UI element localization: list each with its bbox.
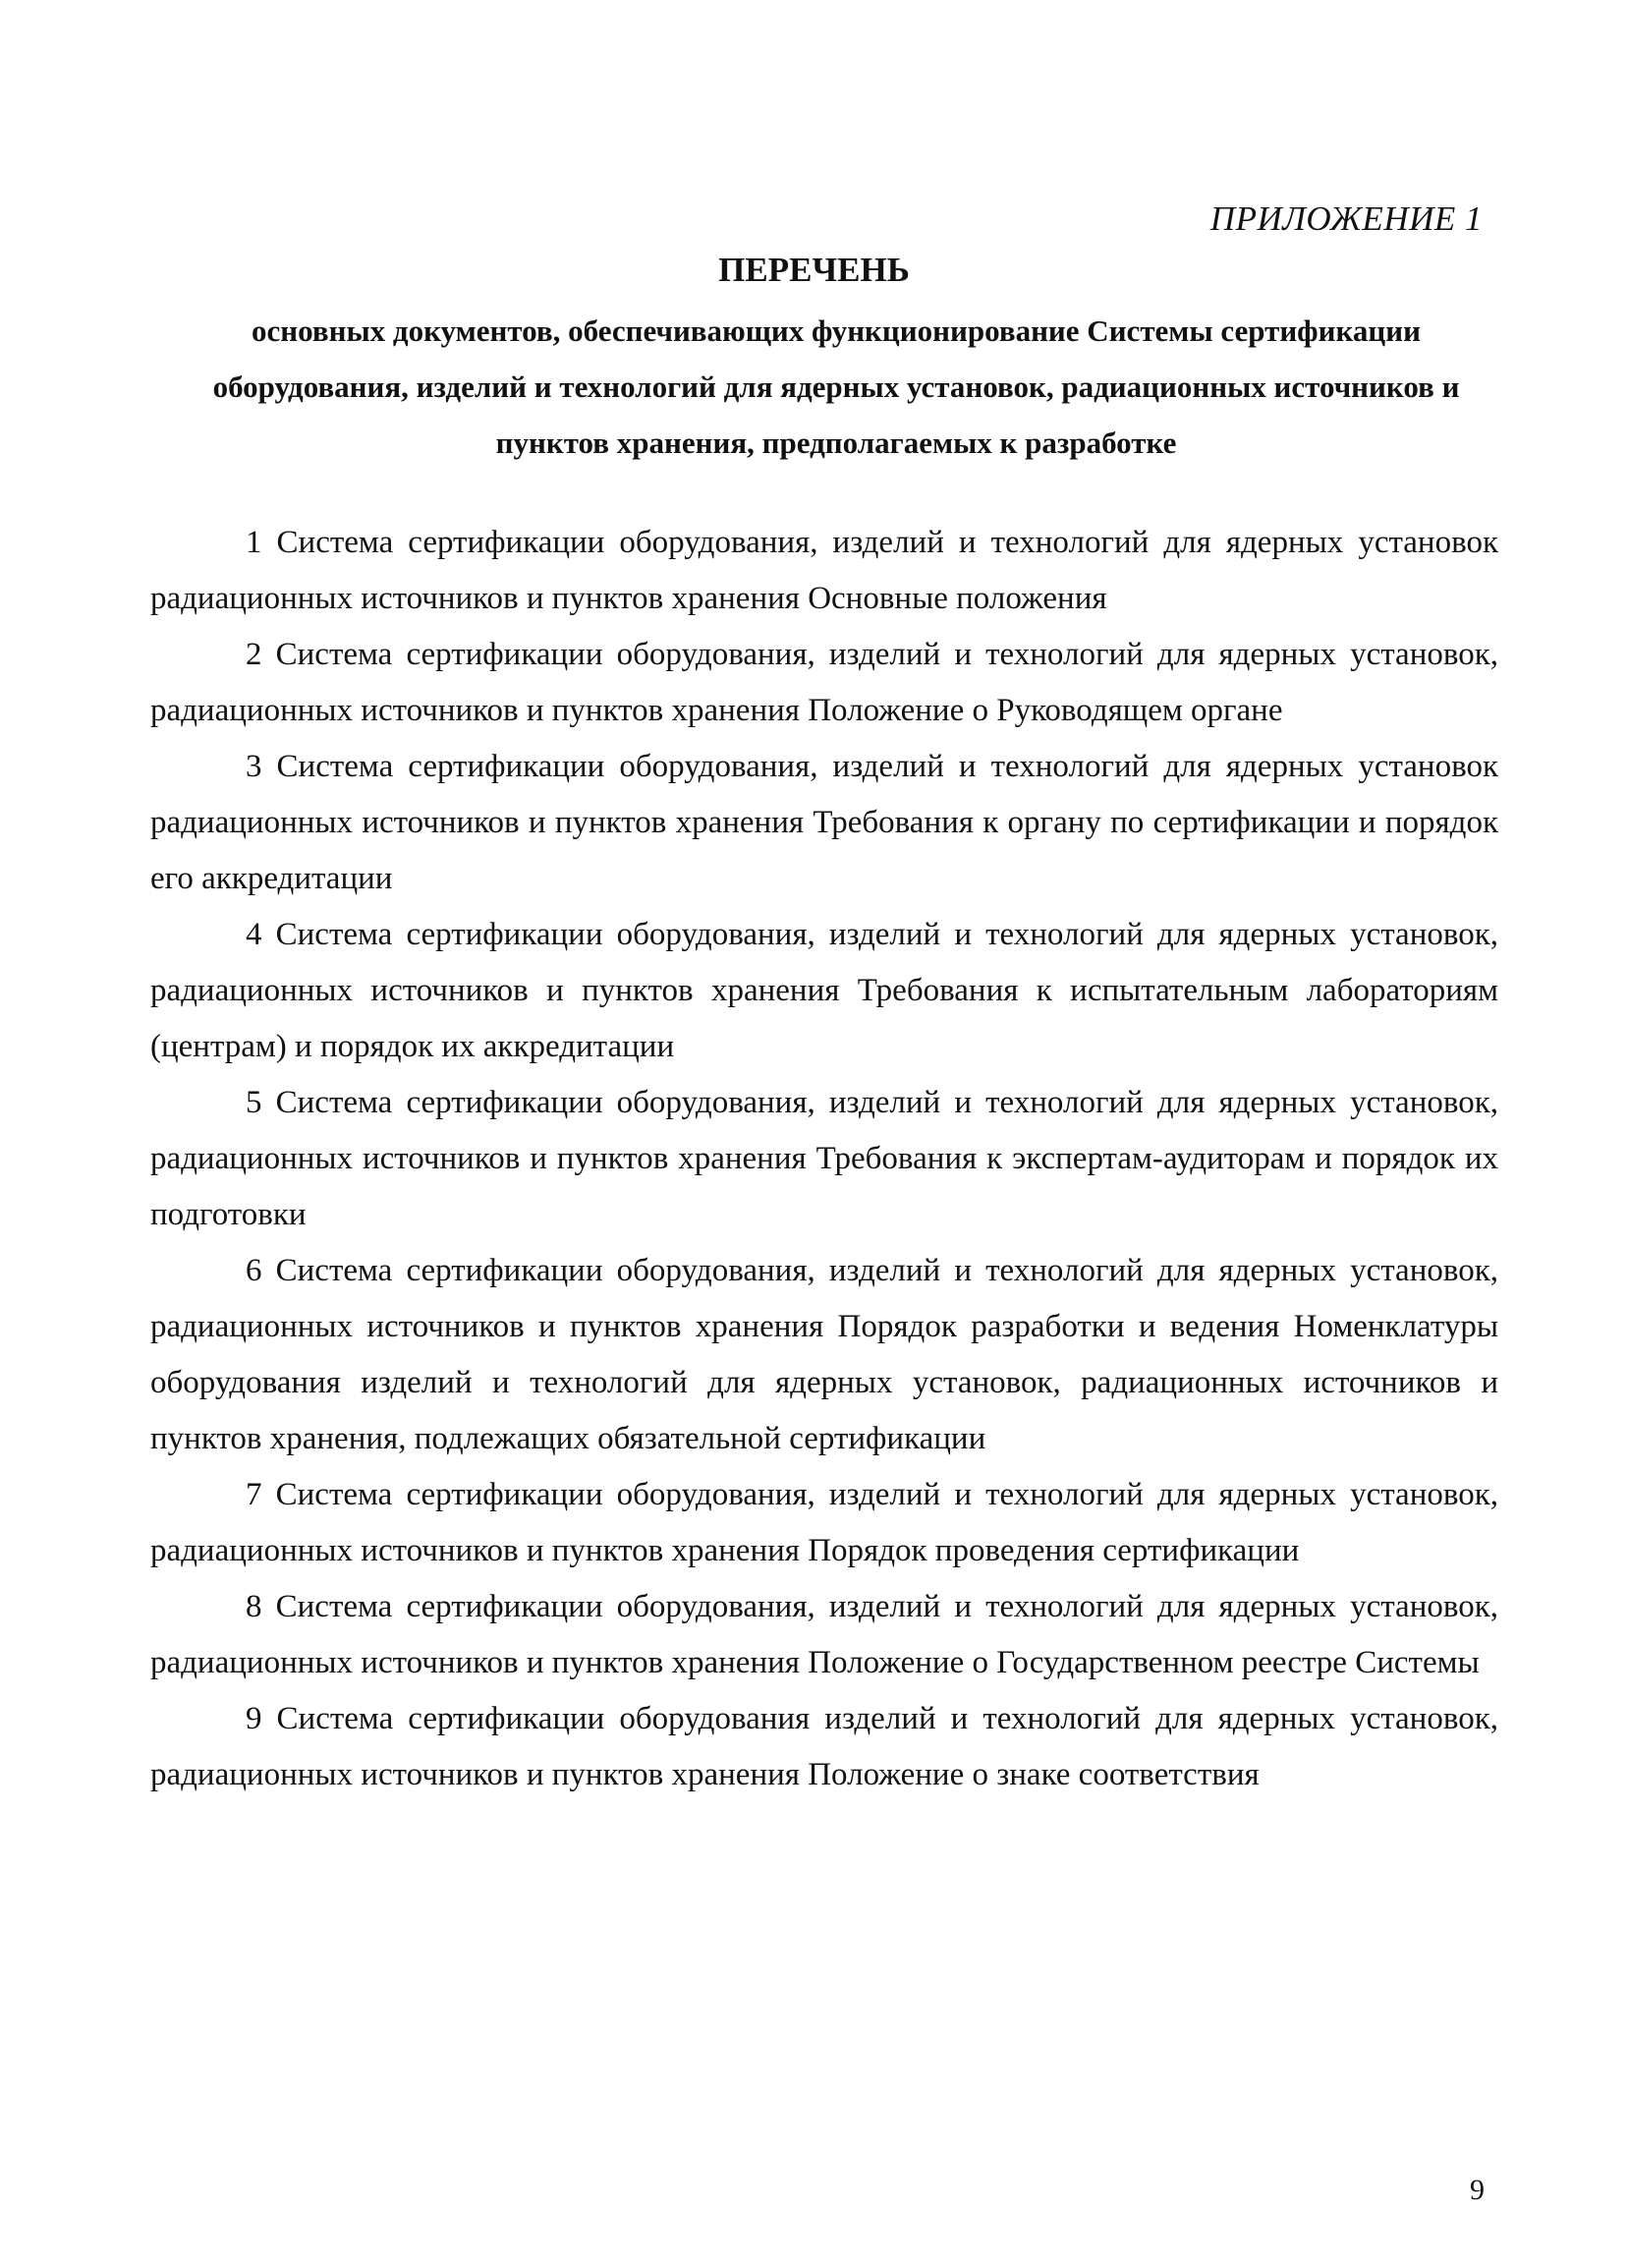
item-text: Система сертификации оборудования, изделий и технологий для ядерных установок, радиационных источников и пунктов хранения Положение о Государственном реестре Системы	[150, 1589, 1498, 1680]
item-text: Система сертификации оборудования, изделий и технологий для ядерных установок радиационных источников и пунктов хранения Требования к органу по сертификации и порядок его аккредитации	[150, 749, 1498, 896]
documents-list	[150, 515, 1498, 1803]
item-text: Система сертификации оборудования, изделий и технологий для ядерных установок, радиационных источников и пунктов хранения Порядок разработки и ведения Номенклатуры оборудования изделий и технологий для ядерных установок, радиационных источников и пунктов хранения, подлежащих обязательной сертификации	[150, 1253, 1498, 1456]
item-number: 1	[246, 525, 262, 560]
item-text: Система сертификации оборудования, изделий и технологий для ядерных установок, радиационных источников и пунктов хранения Требования к экспертам-аудиторам и порядок их подготовки	[150, 1085, 1498, 1232]
item-text: Система сертификации оборудования, изделий и технологий для ядерных установок, радиационных источников и пунктов хранения Положение о Руководящем органе	[150, 637, 1498, 728]
list-item	[150, 627, 1498, 739]
item-number: 2	[246, 637, 262, 672]
list-item	[150, 1579, 1498, 1691]
item-number: 8	[246, 1589, 262, 1624]
document-title: ПЕРЕЧЕНЬ	[718, 251, 910, 289]
item-number: 6	[246, 1253, 262, 1288]
item-number: 5	[246, 1085, 262, 1120]
item-text: Система сертификации оборудования изделий и технологий для ядерных установок, радиационных источников и пунктов хранения Положение о знаке соответствия	[150, 1701, 1498, 1792]
list-item	[150, 739, 1498, 907]
item-number: 3	[246, 749, 262, 784]
item-number: 4	[246, 917, 262, 952]
document-subtitle: основных документов, обеспечивающих функционирование Системы сертификации оборудования, изделий и технологий для ядерных установок, радиационных источников и пунктов хранения, предполагаемых к разработке	[212, 313, 1460, 460]
item-text: Система сертификации оборудования, изделий и технологий для ядерных установок радиационных источников и пунктов хранения Основные положения	[150, 525, 1498, 616]
item-text: Система сертификации оборудования, изделий и технологий для ядерных установок, радиационных источников и пунктов хранения Порядок проведения сертификации	[150, 1477, 1498, 1568]
page-number: 9	[1470, 2174, 1485, 2206]
list-item	[150, 1691, 1498, 1803]
list-item	[150, 1243, 1498, 1467]
list-item	[150, 907, 1498, 1075]
item-text: Система сертификации оборудования, изделий и технологий для ядерных установок, радиационных источников и пунктов хранения Требования к испытательным лабораториям (центрам) и порядок их аккредитации	[150, 917, 1498, 1064]
list-item	[150, 515, 1498, 627]
appendix-label: ПРИЛОЖЕНИЕ 1	[1209, 199, 1483, 238]
item-number: 9	[246, 1701, 262, 1736]
list-item	[150, 1467, 1498, 1579]
list-item	[150, 1075, 1498, 1243]
item-number: 7	[246, 1477, 262, 1512]
